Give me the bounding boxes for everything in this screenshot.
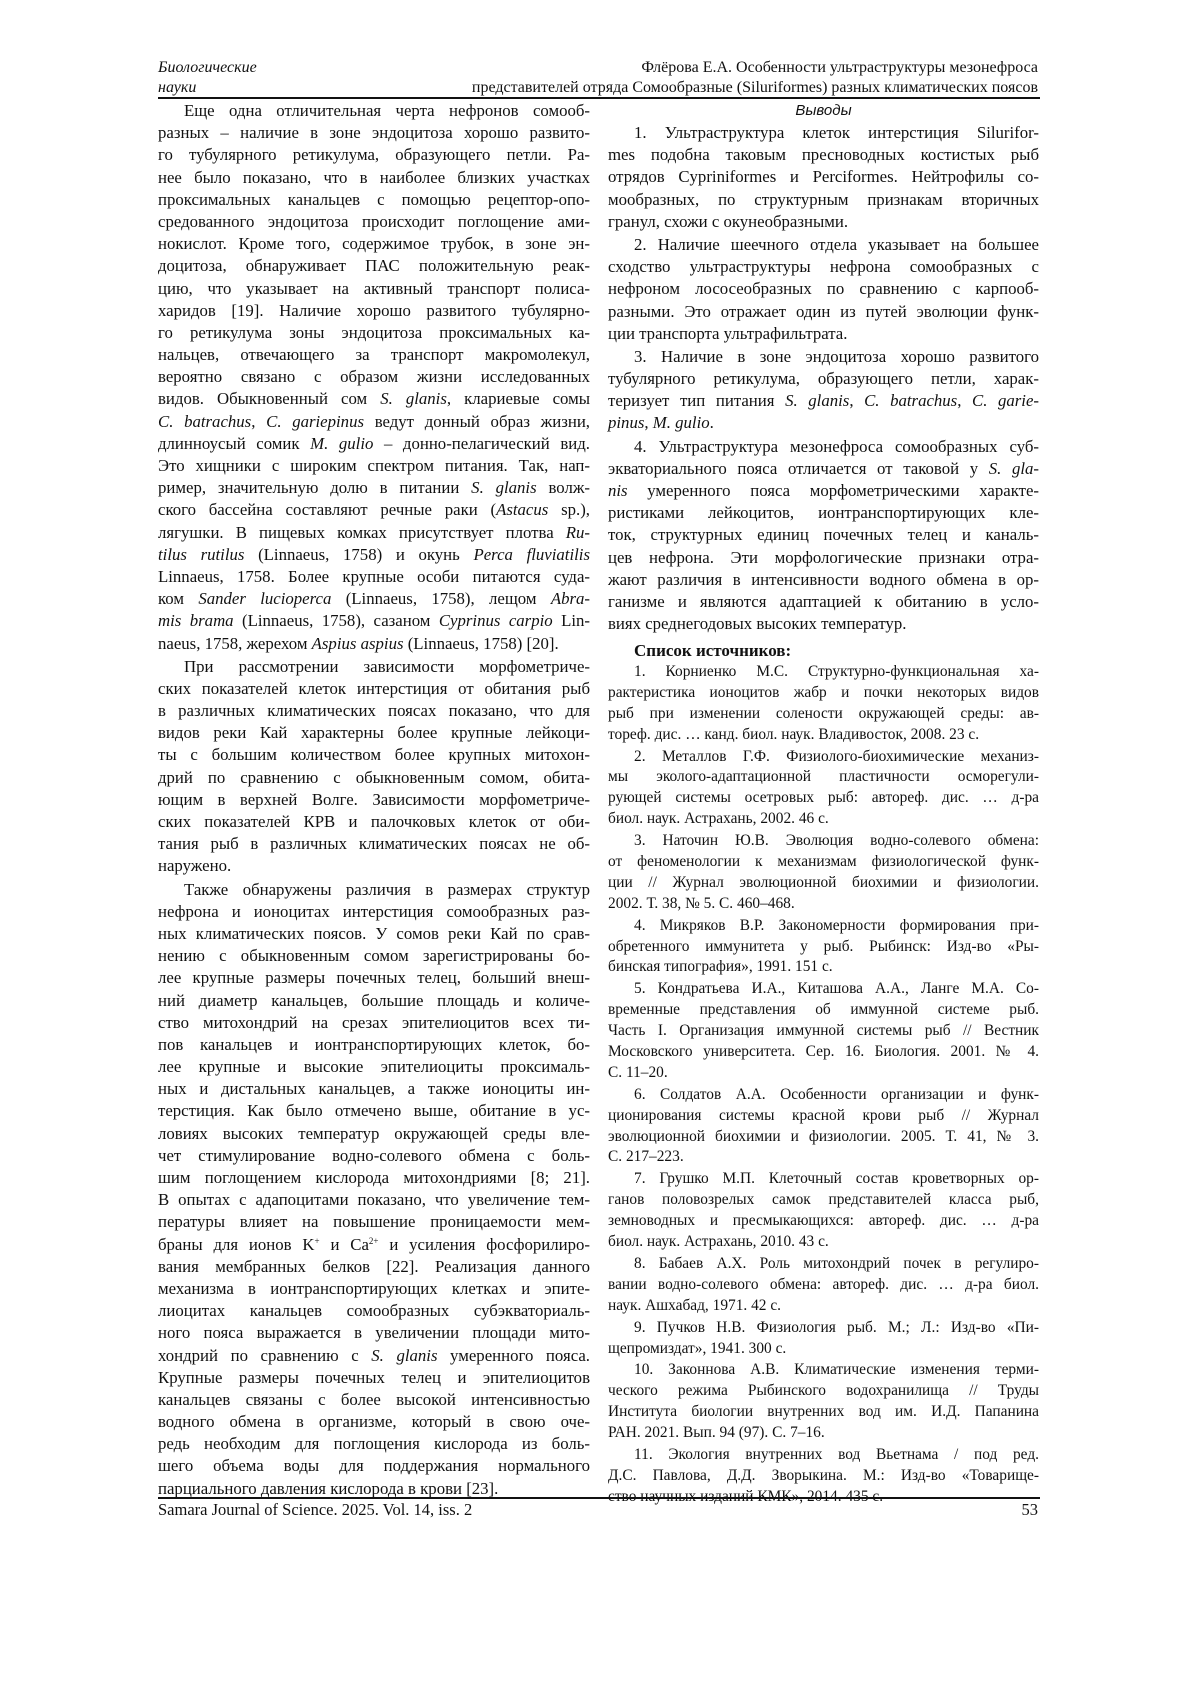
text-line: экваториального пояса отличается от таковой у S. gla- [608, 458, 1039, 480]
text-line: го тубулярного ретикулума, образующего петли. Ра- [158, 144, 590, 166]
text-line: парциального давления кислорода в крови [23]. [158, 1478, 590, 1500]
text-line: канальцев связаны с более высокой интенсивностью [158, 1389, 590, 1411]
text-line: нефрона и ионоцитах интерстиция сомообразных раз- [158, 901, 590, 923]
text-line: ции // Журнал эволюционной биохимии и физиологии. [608, 873, 1039, 894]
references-heading: Список источников: [634, 640, 791, 662]
species-name: S. glanis [371, 1346, 437, 1365]
text-line: лее крупные и высокие эпителиоциты проксималь- [158, 1056, 590, 1078]
text-line: нее было показано, что в наиболее близких участках [158, 167, 590, 189]
reference-item [608, 1085, 1039, 1169]
text-line: длинноусый сомик M. gulio – донно-пелагический вид. [158, 433, 590, 455]
text-line: вероятно связано с образом жизни исследованных [158, 366, 590, 388]
running-header-title [472, 58, 1038, 98]
text-line: жают различия в интенсивности водного обмена в ор- [608, 569, 1039, 591]
text-line: 4. Ультраструктура мезонефроса сомообразных суб- [608, 436, 1039, 458]
left-text-column [158, 100, 590, 1500]
text-line: эволюционной биохимии и физиологии. 2005. Т. 41, № 3. [608, 1127, 1039, 1148]
text-line: видов реки Кай характерны более крупные лейкоци- [158, 722, 590, 744]
text-line: 4. Микряков В.Р. Закономерности формирования при- [608, 916, 1039, 937]
paragraph [158, 879, 590, 1500]
text-line: ционирования системы красной крови рыб // Журнал [608, 1106, 1039, 1127]
reference-item [608, 916, 1039, 979]
references-list [608, 662, 1039, 1508]
text-line: тореф. дис. … канд. биол. наук. Владивосток, 2008. 23 с. [608, 725, 1039, 746]
text-line: лягушки. В пищевых комках присутствует плотва Ru- [158, 522, 590, 544]
text-line: mes подобна таковым пресноводных костистых рыб [608, 144, 1039, 166]
footer-divider [158, 1497, 1040, 1499]
text-line: виях среднегодовых высоких температур. [608, 613, 1039, 635]
text-line: 2. Наличие шеечного отдела указывает на большее [608, 234, 1039, 256]
text-line: Д.С. Павлова, Д.Д. Зворыкина. М.: Изд-во «Товарище- [608, 1466, 1039, 1487]
text-line: хондрий по сравнению с S. glanis умеренного пояса. [158, 1345, 590, 1367]
conclusion-item [608, 346, 1039, 435]
text-line: ции транспорта ультрафильтрата. [608, 323, 1039, 345]
text-line: При рассмотрении зависимости морфометриче- [158, 656, 590, 678]
text-line: 6. Солдатов А.А. Особенности организации и функ- [608, 1085, 1039, 1106]
text-line: С. 217–223. [608, 1147, 1039, 1168]
text-line: разных – наличие в зоне эндоцитоза хорошо развито- [158, 122, 590, 144]
text-line: nis умеренного пояса морфометрическими характе- [608, 480, 1039, 502]
paragraph [158, 100, 590, 655]
right-text-column [608, 100, 1039, 635]
text-line: С. 11–20. [608, 1063, 1039, 1084]
text-line: вания мембранных белков [22]. Реализация данного [158, 1256, 590, 1278]
text-line: биол. наук. Астрахань, 2010. 43 с. [608, 1232, 1039, 1253]
paragraph [158, 656, 590, 878]
text-line: мы эколого-адаптационной пластичности осморегули- [608, 767, 1039, 788]
text-line: средованного эндоцитоза происходит поглощение ами- [158, 211, 590, 233]
species-name: Ru- [566, 523, 590, 542]
ion-charge: + [315, 1236, 320, 1246]
text-line: сходство ультраструктуры нефрона сомообразных с [608, 256, 1039, 278]
text-line: 11. Экология внутренних вод Вьетнама / под ред. [608, 1445, 1039, 1466]
species-name: pinus [608, 413, 644, 432]
text-line: ний диаметр канальцев, большие площадь и количе- [158, 990, 590, 1012]
species-name: C. batrachus [864, 391, 957, 410]
species-name: S. glanis [380, 389, 447, 408]
section-name-line2: науки [158, 78, 257, 98]
text-line: ком Sander lucioperca (Linnaeus, 1758), лещом Abra- [158, 588, 590, 610]
text-line: редь необходим для поглощения кислорода из боль- [158, 1433, 590, 1455]
text-line: Также обнаружены различия в размерах структур [158, 879, 590, 901]
reference-item [608, 1360, 1039, 1444]
species-name: C. garie- [972, 391, 1039, 410]
text-line: проксимальных канальцев с помощью рецептор-опо- [158, 189, 590, 211]
text-line: Института биологии внутренних вод им. И.Д. Папанина [608, 1402, 1039, 1423]
text-line: ганизме и являются адаптацией к обитанию в усло- [608, 591, 1039, 613]
reference-item [608, 662, 1039, 746]
text-line: naeus, 1758, жерехом Aspius aspius (Linnaeus, 1758) [20]. [158, 633, 590, 655]
species-name: Cyprinus carpio [439, 611, 553, 630]
text-line: щепромиздат», 1941. 300 с. [608, 1339, 1039, 1360]
text-line: 7. Грушко М.П. Клеточный состав кроветворных ор- [608, 1169, 1039, 1190]
text-line: tilus rutilus (Linnaeus, 1758) и окунь Perca fluviatilis [158, 544, 590, 566]
species-name: M. gulio [310, 434, 373, 453]
text-line: лиоцитах канальцев сомообразных субэкваториаль- [158, 1300, 590, 1322]
text-line: mis brama (Linnaeus, 1758), сазаном Cyprinus carpio Lin- [158, 610, 590, 632]
text-line: наружено. [158, 855, 590, 877]
text-line: гранул, схожи с окунеобразными. [608, 211, 1039, 233]
text-line: Крупные размеры почечных телец и эпителиоцитов [158, 1367, 590, 1389]
text-line: временные представления об иммунной системе рыб. [608, 1000, 1039, 1021]
text-line: ганов половозрелых самок представителей класса рыб, [608, 1190, 1039, 1211]
text-line: нокислот. Кроме того, содержимое трубок, в зоне эн- [158, 233, 590, 255]
text-line: ных и дистальных канальцев, а также ионоциты ин- [158, 1078, 590, 1100]
reference-item [608, 979, 1039, 1083]
text-line: РАН. 2021. Вып. 94 (97). С. 7–16. [608, 1423, 1039, 1444]
reference-item [608, 1318, 1039, 1360]
text-line: Это хищники с широким спектром питания. Так, нап- [158, 455, 590, 477]
text-line: в различных климатических поясах показано, что для [158, 700, 590, 722]
text-line: 5. Кондратьева И.А., Киташова А.А., Ланге М.А. Со- [608, 979, 1039, 1000]
conclusions-heading: Выводы [608, 100, 1039, 122]
species-name: S. glanis [471, 478, 536, 497]
species-name: C. batrachus [158, 412, 251, 431]
text-line: браны для ионов K+ и Ca2+ и усиления фосфорилиро- [158, 1234, 590, 1256]
text-line: ских показателей КРВ и палочковых клеток от оби- [158, 811, 590, 833]
conclusion-item [608, 436, 1039, 636]
text-line: мообразных, по структурным признакам вторичных [608, 189, 1039, 211]
text-line: бинская типография», 1991. 151 с. [608, 957, 1039, 978]
text-line: 9. Пучков Н.В. Физиология рыб. М.; Л.: Изд-во «Пи- [608, 1318, 1039, 1339]
species-name: Astacus [496, 500, 548, 519]
text-line: земноводных и пресмыкающихся: автореф. дис. … д-ра [608, 1211, 1039, 1232]
conclusion-item [608, 122, 1039, 233]
text-line: 1. Корниенко М.С. Структурно-функциональная ха- [608, 662, 1039, 683]
text-line: теризует тип питания S. glanis, C. batrachus, C. garie- [608, 390, 1039, 412]
article-title-line1: Флёрова Е.А. Особенности ультраструктуры мезонефроса [472, 58, 1038, 78]
text-line: терстиция. Как было отмечено выше, обитание в ус- [158, 1100, 590, 1122]
text-line: ющим в верхней Волге. Зависимости морфометриче- [158, 789, 590, 811]
species-name: C. gariepinus [266, 412, 364, 431]
text-line: нению с обыкновенным сомом зарегистрированы бо- [158, 945, 590, 967]
text-line: наук. Ашхабад, 1971. 42 с. [608, 1296, 1039, 1317]
text-line: 2002. Т. 38, № 5. С. 460–468. [608, 894, 1039, 915]
text-line: pinus, M. gulio. [608, 412, 1039, 434]
journal-citation: Samara Journal of Science. 2025. Vol. 14, iss. 2 [158, 1500, 472, 1520]
text-line: Московского университета. Сер. 16. Биология. 2001. № 4. [608, 1042, 1039, 1063]
text-line: C. batrachus, C. gariepinus ведут донный образ жизни, [158, 411, 590, 433]
header-divider [158, 97, 1040, 99]
running-header-section [158, 58, 257, 98]
text-line: 3. Наличие в зоне эндоцитоза хорошо развитого [608, 346, 1039, 368]
text-line: вании водно-солевого обмена: автореф. дис. … д-ра биол. [608, 1275, 1039, 1296]
conclusion-item [608, 234, 1039, 345]
text-line: пов канальцев и ионтранспортирующих клеток, бо- [158, 1034, 590, 1056]
text-line: ловиях высоких температур окружающей среды вле- [158, 1123, 590, 1145]
text-line: биол. наук. Астрахань, 2002. 46 с. [608, 809, 1039, 830]
species-name: Aspius aspius [312, 634, 404, 653]
text-line: отрядов Cypriniformes и Perciformes. Нейтрофилы со- [608, 166, 1039, 188]
text-line: чет стимулирование водно-солевого обмена с боль- [158, 1145, 590, 1167]
text-line: Еще одна отличительная черта нефронов сомооб- [158, 100, 590, 122]
text-line: нефроном лососеобразных по сравнению с карпооб- [608, 278, 1039, 300]
text-line: шего объема воды для поддержания нормального [158, 1455, 590, 1477]
text-line: тубулярного ретикулума, образующего петли, харак- [608, 368, 1039, 390]
text-line: го ретикулума зоны эндоцитоза проксимальных ка- [158, 322, 590, 344]
species-name: nis [608, 481, 628, 500]
ion-charge: 2+ [369, 1236, 379, 1246]
page-number: 53 [1022, 1500, 1039, 1520]
section-name-line1: Биологические [158, 58, 257, 78]
text-line: 1. Ультраструктура клеток интерстиция Silurifor- [608, 122, 1039, 144]
text-line: ских показателей клеток интерстиция от обитания рыб [158, 678, 590, 700]
species-name: tilus rutilus [158, 545, 244, 564]
text-line: рующей системы осетровых рыб: автореф. дис. … д-ра [608, 788, 1039, 809]
species-name: Sander lucioperca [198, 589, 331, 608]
text-line: разными. Это отражает один из путей эволюции функ- [608, 301, 1039, 323]
text-line: 10. Законнова А.В. Климатические изменения терми- [608, 1360, 1039, 1381]
text-line: 3. Наточин Ю.В. Эволюция водно-солевого обмена: [608, 831, 1039, 852]
species-name: M. gulio [653, 413, 710, 432]
text-line: ных климатических поясов. У сомов реки Кай по срав- [158, 923, 590, 945]
text-line: пературы влияет на повышение проницаемости мем- [158, 1211, 590, 1233]
text-line: цию, что указывает на активный транспорт полиса- [158, 278, 590, 300]
conclusions-body [608, 122, 1039, 635]
species-name: mis brama [158, 611, 234, 630]
text-line: водного обмена в организме, который в свою оче- [158, 1411, 590, 1433]
reference-item [608, 747, 1039, 831]
article-title-line2: представителей отряда Сомообразные (Siluriformes) разных климатических поясов [472, 78, 1038, 98]
text-line: обретенного иммунитета у рыб. Рыбинск: Изд-во «Ры- [608, 937, 1039, 958]
text-line: механизма в ионтранспортирующих клетках и эпите- [158, 1278, 590, 1300]
text-line: доцитоза, обнаруживает ПАС положительную реак- [158, 255, 590, 277]
species-name: S. gla- [989, 459, 1039, 478]
species-name: Abra- [551, 589, 590, 608]
text-line: харидов [19]. Наличие хорошо развитого тубулярно- [158, 300, 590, 322]
text-line: 2. Металлов Г.Ф. Физиолого-биохимические механиз- [608, 747, 1039, 768]
text-line: рактеристика ионоцитов жабр и почки некоторых видов [608, 683, 1039, 704]
reference-item [608, 831, 1039, 915]
text-line: ток, структурных единиц почечных телец и каналь- [608, 524, 1039, 546]
text-line: ческого режима Рыбинского водохранилища // Труды [608, 1381, 1039, 1402]
text-line: нальцев, отвечающего за транспорт макромолекул, [158, 344, 590, 366]
text-line: дрий по сравнению с обыкновенным сомом, обита- [158, 767, 590, 789]
text-line: ты с большим количеством более крупных митохон- [158, 744, 590, 766]
text-line: 8. Бабаев А.Х. Роль митохондрий почек в регулиро- [608, 1254, 1039, 1275]
species-name: S. glanis [785, 391, 849, 410]
text-line: Часть I. Организация иммунной системы рыб // Вестник [608, 1021, 1039, 1042]
species-name: Perca fluviatilis [473, 545, 590, 564]
reference-item [608, 1254, 1039, 1317]
text-line: шим поглощением кислорода митохондриями [8; 21]. [158, 1167, 590, 1189]
text-line: В опытах с адапоцитами показано, что увеличение тем- [158, 1189, 590, 1211]
text-line: Linnaeus, 1758. Более крупные особи питаются суда- [158, 566, 590, 588]
text-line: лее крупные размеры почечных телец, больший внеш- [158, 967, 590, 989]
text-line: видов. Обыкновенный сом S. glanis, клариевые сомы [158, 388, 590, 410]
reference-item [608, 1169, 1039, 1253]
text-line: тания рыб в различных климатических поясах не об- [158, 833, 590, 855]
text-line: рыб при изменении солености окружающей среды: ав- [608, 704, 1039, 725]
text-line: цев нефрона. Эти морфологические признаки отра- [608, 547, 1039, 569]
text-line: ример, значительную долю в питании S. glanis волж- [158, 477, 590, 499]
text-line: ского бассейна составляют речные раки (Astacus sp.), [158, 499, 590, 521]
text-line: ристиками лейкоцитов, ионтранспортирующих кле- [608, 502, 1039, 524]
text-line: ство митохондрий на срезах эпителиоцитов всех ти- [158, 1012, 590, 1034]
text-line: от феноменологии к механизмам физиологической функ- [608, 852, 1039, 873]
text-line: ного пояса выражается в увеличении площади мито- [158, 1322, 590, 1344]
